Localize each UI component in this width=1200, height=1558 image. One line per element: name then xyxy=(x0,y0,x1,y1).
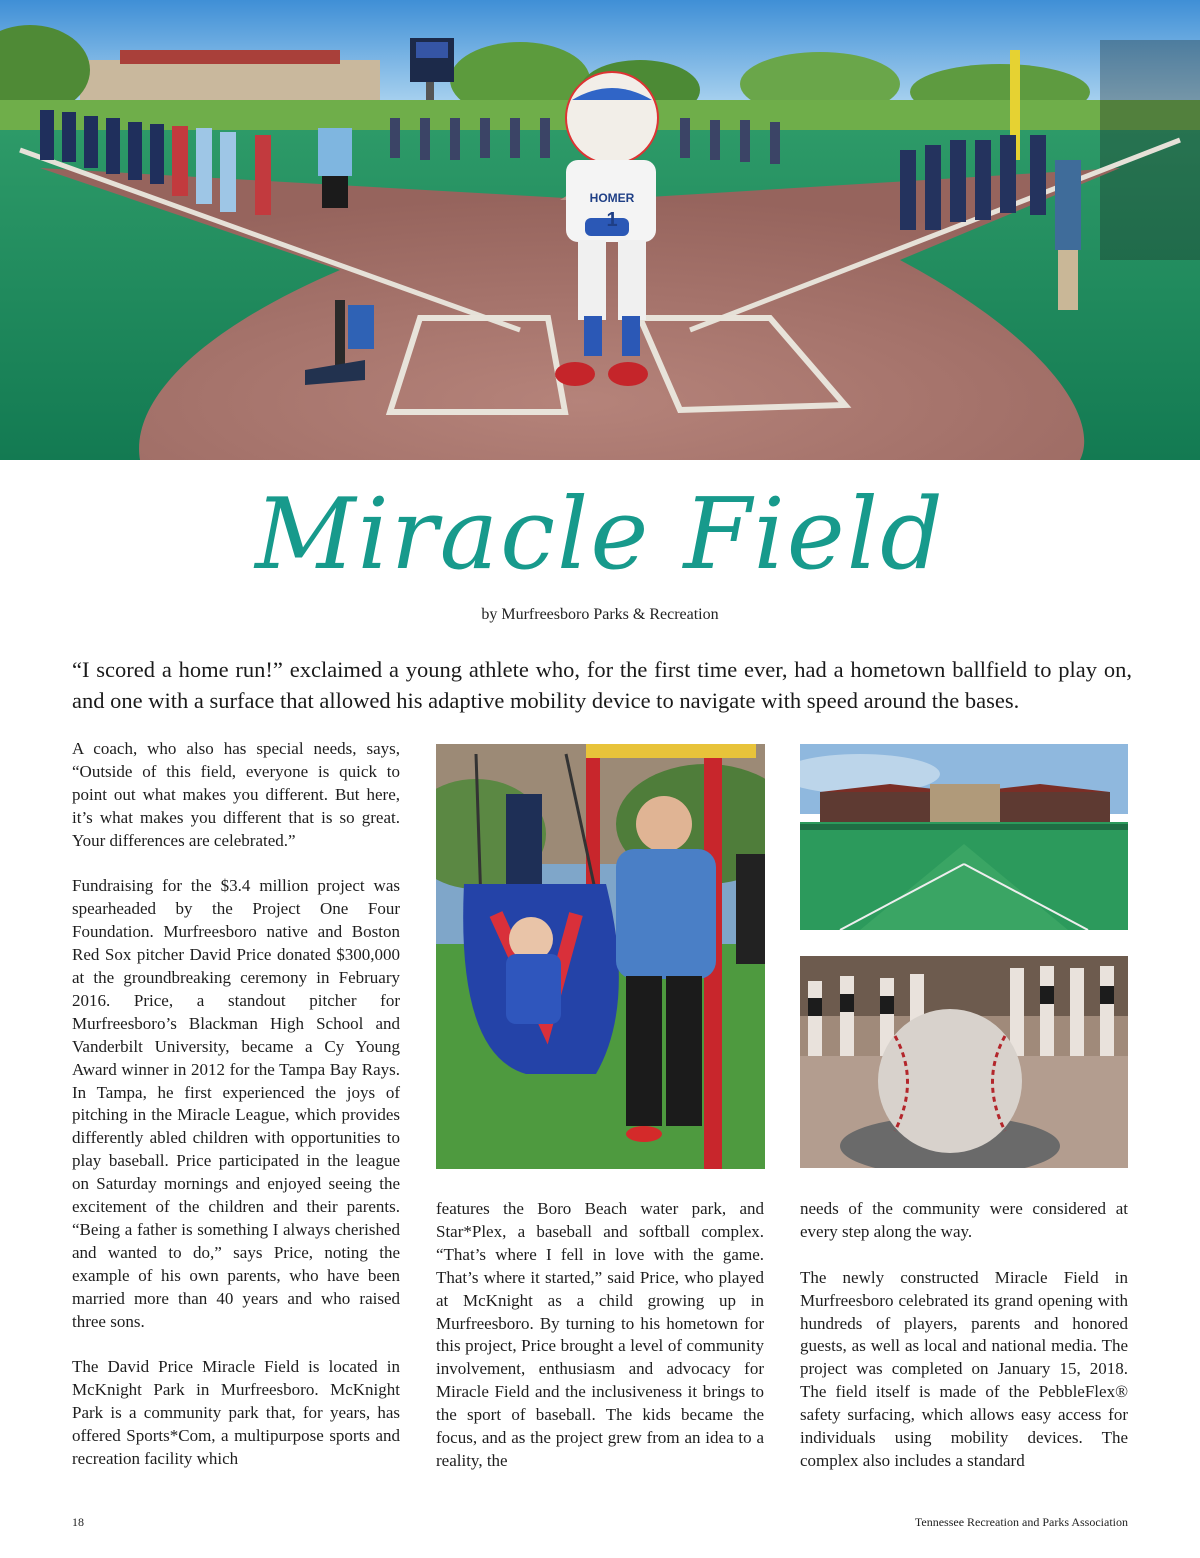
paragraph: needs of the community were considered at every step along the way. xyxy=(800,1199,1128,1241)
paragraph: The newly constructed Miracle Field in Murfreesboro celebrated its grand opening with hundreds of players, parents and honored guests, as well as local and national media. The project was completed on January 15, 2018. The field itself is made of the PebbleFlex® safety surfacing, which allows easy access for individuals using mobility devices. The complex also includes a standard xyxy=(800,1267,1128,1470)
mascot-jersey-name: HOMER xyxy=(589,191,635,205)
mascot-jersey-number: 1 xyxy=(606,209,618,231)
paragraph: features the Boro Beach water park, and Star*Plex, a baseball and softball complex. “That’s where I fell in love with the game. That’s where it started,” said Price, who played at McKnight as a child growing up in Murfreesboro. By turning to his hometown for this project, Price brought a level of community involvement, enthusiasm and advocacy for Miracle Field and the inclusiveness it brings to the sport of baseball. The kids became the focus, and as the project grew from an idea to a reality, the xyxy=(436,1199,764,1470)
stadium-field-photo xyxy=(800,744,1128,930)
body-column-1 xyxy=(72,738,400,1471)
publication-name: Tennessee Recreation and Parks Association xyxy=(914,1515,1128,1529)
page-number: 18 xyxy=(72,1515,84,1529)
article-lede: “I scored a home run!” exclaimed a young athlete who, for the first time ever, had a hometown ballfield to play on, and one with a surface that allowed his adaptive mobility device to navigate with speed around the bases. xyxy=(72,657,1132,713)
swing-photo xyxy=(436,744,765,1169)
body-column-3 xyxy=(800,1198,1128,1473)
paragraph: Fundraising for the $3.4 million project was spearheaded by the Project One Four Foundation. Murfreesboro native and Boston Red Sox pitcher David Price donated $300,000 at the groundbreaking ceremony in February 2016. Price, a standout pitcher for Murfreesboro’s Blackman High School and Vanderbilt University, became a Cy Young Award winner in 2012 for the Tampa Bay Rays. In Tampa, he first experienced the joys of pitching in the Miracle League, which provides differently abled children with opportunities to play baseball. Price participated in the league on Saturday mornings and enjoyed seeing the excitement of the children and their parents. “Being a father is something I always cherished and wanted to do,” says Price, noting the example of his own parents, who have been married more than 40 years and who raised three sons. xyxy=(72,876,400,1331)
body-column-2 xyxy=(436,1198,764,1473)
article-byline: by Murfreesboro Parks & Recreation xyxy=(481,606,719,623)
hero-photo xyxy=(0,0,1200,460)
paragraph: A coach, who also has special needs, says, “Outside of this field, everyone is quick to point out what makes you different. But here, it’s what makes you different that is so great. Your differences are celebrated.” xyxy=(72,739,400,850)
article-title: Miracle Field xyxy=(255,478,945,592)
baseball-sculpture-photo xyxy=(800,956,1128,1168)
paragraph: The David Price Miracle Field is located in McKnight Park in Murfreesboro. McKnight Park is a community park that, for years, has offered Sports*Com, a multipurpose sports and recreation facility which xyxy=(72,1357,400,1469)
